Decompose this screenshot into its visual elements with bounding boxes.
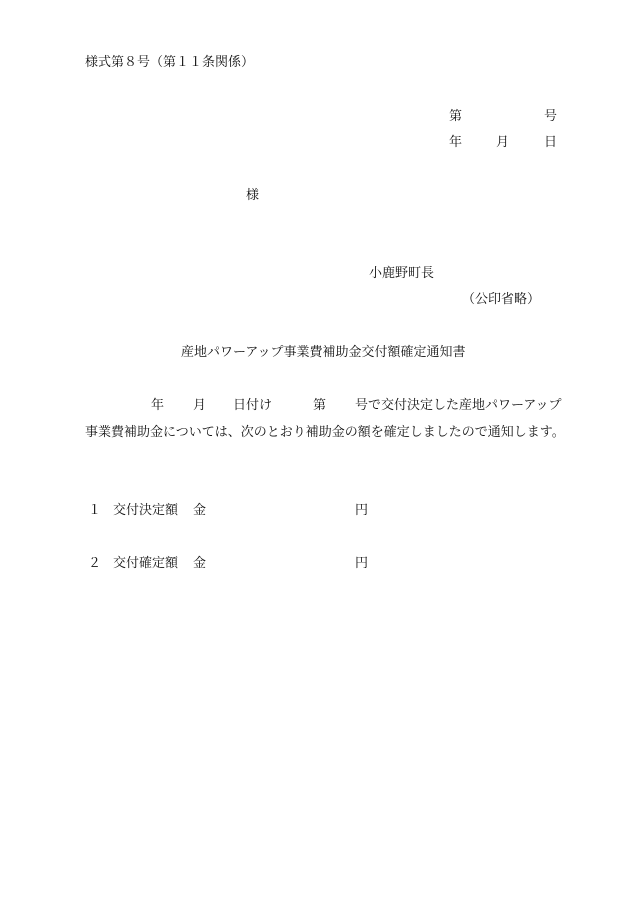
item-unit: 円 [355, 503, 369, 518]
item-number: １ [88, 503, 102, 518]
addressee-honorific: 様 [246, 188, 260, 203]
item-number: ２ [88, 556, 102, 571]
item-label: 交付決定額 [113, 503, 179, 518]
item-unit: 円 [355, 556, 369, 571]
issuer-title: 小鹿野町長 [369, 266, 435, 281]
body-month: 月 [193, 398, 207, 413]
body-dai: 第 [313, 398, 327, 413]
body-line1-rest: 号で交付決定した産地パワーアップ [355, 398, 562, 413]
date-month: 月 [496, 135, 510, 150]
document-number-dai: 第 [449, 109, 463, 124]
date-year: 年 [449, 135, 463, 150]
document-title: 産地パワーアップ事業費補助金交付額確定通知書 [181, 345, 466, 360]
seal-omitted-note: （公印省略） [462, 292, 541, 307]
item-prefix: 金 [193, 503, 207, 518]
body-year: 年 [151, 398, 165, 413]
item-label: 交付確定額 [113, 556, 179, 571]
body-dated: 日付け [233, 398, 273, 413]
item-prefix: 金 [193, 556, 207, 571]
date-day: 日 [544, 135, 558, 150]
document-number-go: 号 [544, 109, 558, 124]
form-label: 様式第８号（第１１条関係） [85, 55, 255, 70]
body-line2: 事業費補助金については、次のとおり補助金の額を確定しましたので通知します。 [85, 425, 565, 440]
